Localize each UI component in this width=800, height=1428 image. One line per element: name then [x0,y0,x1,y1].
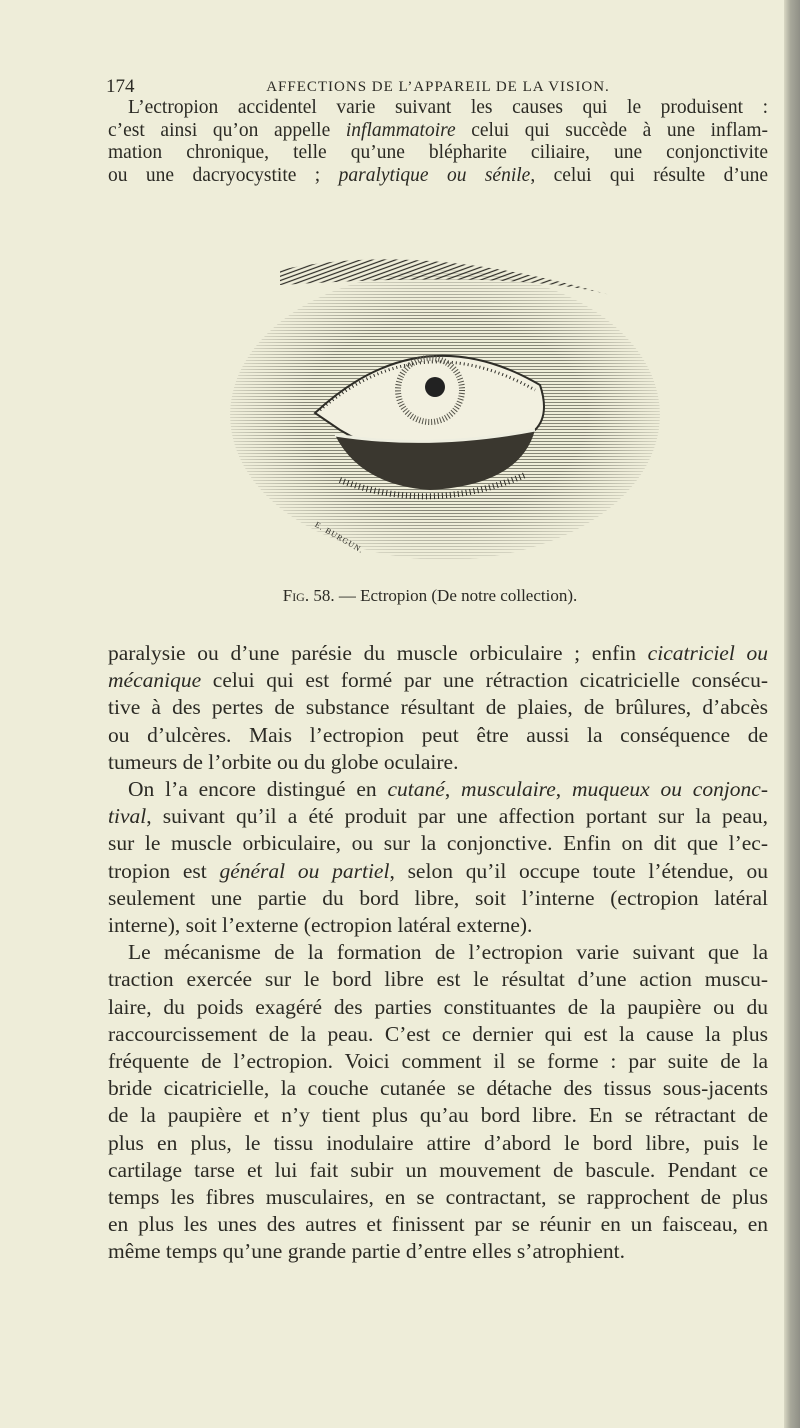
text-line [108,803,768,830]
text-line [108,1048,768,1075]
text-block-top [108,97,768,187]
page-edge-shadow [784,0,800,1428]
text-segment: temps les fibres musculaires, en se contractant, se rapprochent de plus [108,1185,768,1210]
text-segment: celui qui succède à une inflam- [455,119,768,141]
text-line [108,994,768,1021]
italic-term: musculaire [461,777,556,802]
text-block-bottom [108,640,768,1266]
text-line [108,749,768,776]
text-segment: mation chronique, telle qu’une blépharite ciliaire, une conjonctivite [108,142,768,163]
text-segment: cartilage tarse et lui fait subir un mouvement de bascule. Pendant ce [108,1157,768,1182]
text-line [108,165,768,188]
text-line [108,939,768,966]
text-segment: laire, du poids exagéré des parties constituantes de la paupière ou du [108,994,768,1019]
page-number: 174 [106,76,135,97]
text-segment: , [444,777,462,802]
text-segment: paralysie ou d’une parésie du muscle orbiculaire ; enfin [108,641,648,665]
text-segment: même temps qu’une grande partie d’entre elles s’atrophient. [108,1239,625,1264]
text-line [108,1238,768,1265]
text-segment: de la paupière et n’y tient plus qu’au bord libre. En se rétractant de [108,1103,768,1128]
text-segment: celui qui est formé par une rétraction cicatricielle consécu- [201,668,768,693]
text-segment: c’est ainsi qu’on appelle [108,119,346,141]
text-line [108,722,768,749]
text-segment: , suivant qu’il a été produit par une affection portant sur la peau, [146,804,768,829]
text-line [108,667,768,694]
text-segment: ou d’ulcères. Mais l’ectropion peut être aussi la conséquence de [108,722,768,747]
text-segment: en plus les unes des autres et finissent par se réunir en un faisceau, en [108,1212,768,1237]
text-segment: L’ectropion accidentel varie suivant les causes qui le produisent : [128,97,768,118]
text-line [108,885,768,912]
text-segment: traction exercée sur le bord libre est le résultat d’une action muscu- [108,967,768,992]
text-line [108,1130,768,1157]
text-segment: tumeurs de l’orbite ou du globe oculaire. [108,749,459,774]
text-segment: On l’a encore distingué en [128,777,388,802]
text-line [108,640,768,667]
text-line [108,1211,768,1238]
italic-term: mécanique [108,668,202,693]
engraver-signature: E. BURGUN. [313,519,366,556]
text-segment: fréquente de l’ectropion. Voici comment il se forme : par suite de la [108,1049,768,1074]
text-line [108,912,768,939]
text-line [108,1184,768,1211]
italic-term: tival [108,804,147,829]
text-line [108,776,768,803]
italic-term: muqueux ou conjonc- [572,777,769,802]
text-segment: ou une dacryocystite ; [108,164,339,186]
text-line [108,142,768,165]
text-line [108,1021,768,1048]
text-line [108,966,768,993]
text-line [108,694,768,721]
italic-term: général ou partiel [219,858,390,883]
text-line [108,1157,768,1184]
text-line [108,1102,768,1129]
text-line [108,120,768,143]
text-segment: , selon qu’il occupe toute l’étendue, ou [389,858,768,883]
italic-term: cicatriciel ou [647,641,769,665]
text-segment: tive à des pertes de substance résultant de plaies, de brûlures, d’abcès [108,695,768,720]
text-segment: raccourcissement de la peau. C’est ce dernier qui est la cause la plus [108,1021,768,1046]
figure-caption-label: Fig. 58. [282,586,335,605]
text-segment: seulement une partie du bord libre, soit l’interne (ectropion latéral [108,885,768,910]
text-segment: , [555,777,573,802]
running-title: AFFECTIONS DE L’APPAREIL DE LA VISION. [266,79,610,95]
italic-term: cutané [387,777,445,802]
figure-caption-text: — Ectropion (De notre collection). [334,586,578,605]
text-line [108,1075,768,1102]
text-segment: bride cicatricielle, la couche cutanée se détache des tissus sous-jacents [108,1076,768,1101]
figure-caption [0,586,800,606]
eye-engraving [220,245,670,575]
italic-term: inflammatoire [345,119,456,141]
text-segment: , celui qui résulte d’une [530,164,768,186]
text-segment: tropion est [108,858,220,883]
text-segment: plus en plus, le tissu inodulaire attire d’abord le bord libre, puis le [108,1130,768,1155]
text-segment: interne), soit l’externe (ectropion latéral externe). [108,913,533,938]
text-line [108,830,768,857]
text-segment: sur le muscle orbiculaire, ou sur la conjonctive. Enfin on dit que l’ec- [108,831,768,856]
figure-ectropion-illustration [220,245,670,575]
text-segment: Le mécanisme de la formation de l’ectropion varie suivant que la [128,940,768,965]
text-line [108,858,768,885]
italic-term: paralytique ou sénile [338,164,531,186]
text-line [108,97,768,120]
